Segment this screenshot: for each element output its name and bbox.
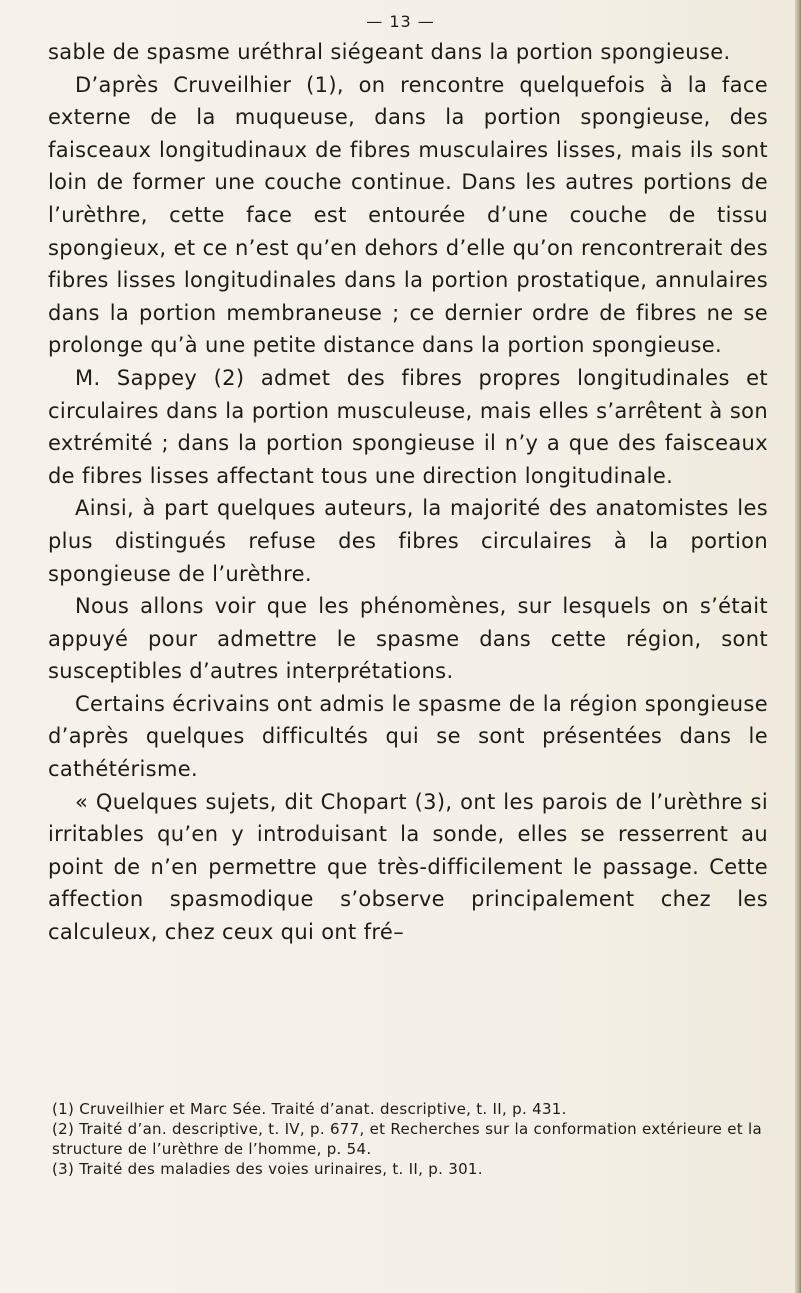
paragraph: sable de spasme uréthral siégeant dans la portion spongieuse. xyxy=(48,40,731,64)
page-edge xyxy=(795,0,801,1293)
paragraph: D’après Cruveilhier (1), on rencontre quelquefois à la face externe de la muqueuse, dans la portion spongieuse, des faisceaux longitudinaux de fibres musculaires lisses, mais ils sont loin de former une couche continue. Dans les autres portions de l’urèthre, cette face est entourée d’une couche de tissu spongieux, et ce n’est qu’en dehors d’elle qu’on rencontrerait des fibres lisses longitudinales dans la portion prostatique, annulaires dans la portion membraneuse ; ce dernier ordre de fibres ne se prolonge qu’à une petite distance dans la portion spongieuse. xyxy=(48,72,768,358)
main-text xyxy=(48,36,768,949)
paragraph: Nous allons voir que les phénomènes, sur lesquels on s’était appuyé pour admettre le spasme dans cette région, sont susceptibles d’autres interprétations. xyxy=(48,594,768,684)
footnote: (1) Cruveilhier et Marc Sée. Traité d’anat. descriptive, t. II, p. 431. xyxy=(52,1100,567,1118)
paragraph: Ainsi, à part quelques auteurs, la majorité des anatomistes les plus distingués refuse des fibres circulaires à la portion spongieuse de l’urèthre. xyxy=(48,496,768,586)
footnote: (2) Traité d’an. descriptive, t. IV, p. 677, et Recherches sur la conformation extérieure et la structure de l’urèthre de l’homme, p. 54. xyxy=(52,1120,762,1158)
footnotes xyxy=(48,1099,768,1179)
page-number: — 13 — xyxy=(366,12,435,31)
paragraph: « Quelques sujets, dit Chopart (3), ont les parois de l’urèthre si irritables qu’en y introduisant la sonde, elles se resserrent au point de n’en permettre que très-difficilement le passage. Cette affection spasmodique s’observe principalement chez les calculeux, chez ceux qui ont fré– xyxy=(48,789,768,945)
footnote: (3) Traité des maladies des voies urinaires, t. II, p. 301. xyxy=(52,1160,483,1178)
paragraph: M. Sappey (2) admet des fibres propres longitudinales et circulaires dans la portion musculeuse, mais elles s’arrêtent à son extrémité ; dans la portion spongieuse il n’y a que des faisceaux de fibres lisses affectant tous une direction longitudinale. xyxy=(48,365,768,488)
paragraph: Certains écrivains ont admis le spasme de la région spongieuse d’après quelques difficultés qui se sont présentées dans le cathétérisme. xyxy=(48,691,768,782)
